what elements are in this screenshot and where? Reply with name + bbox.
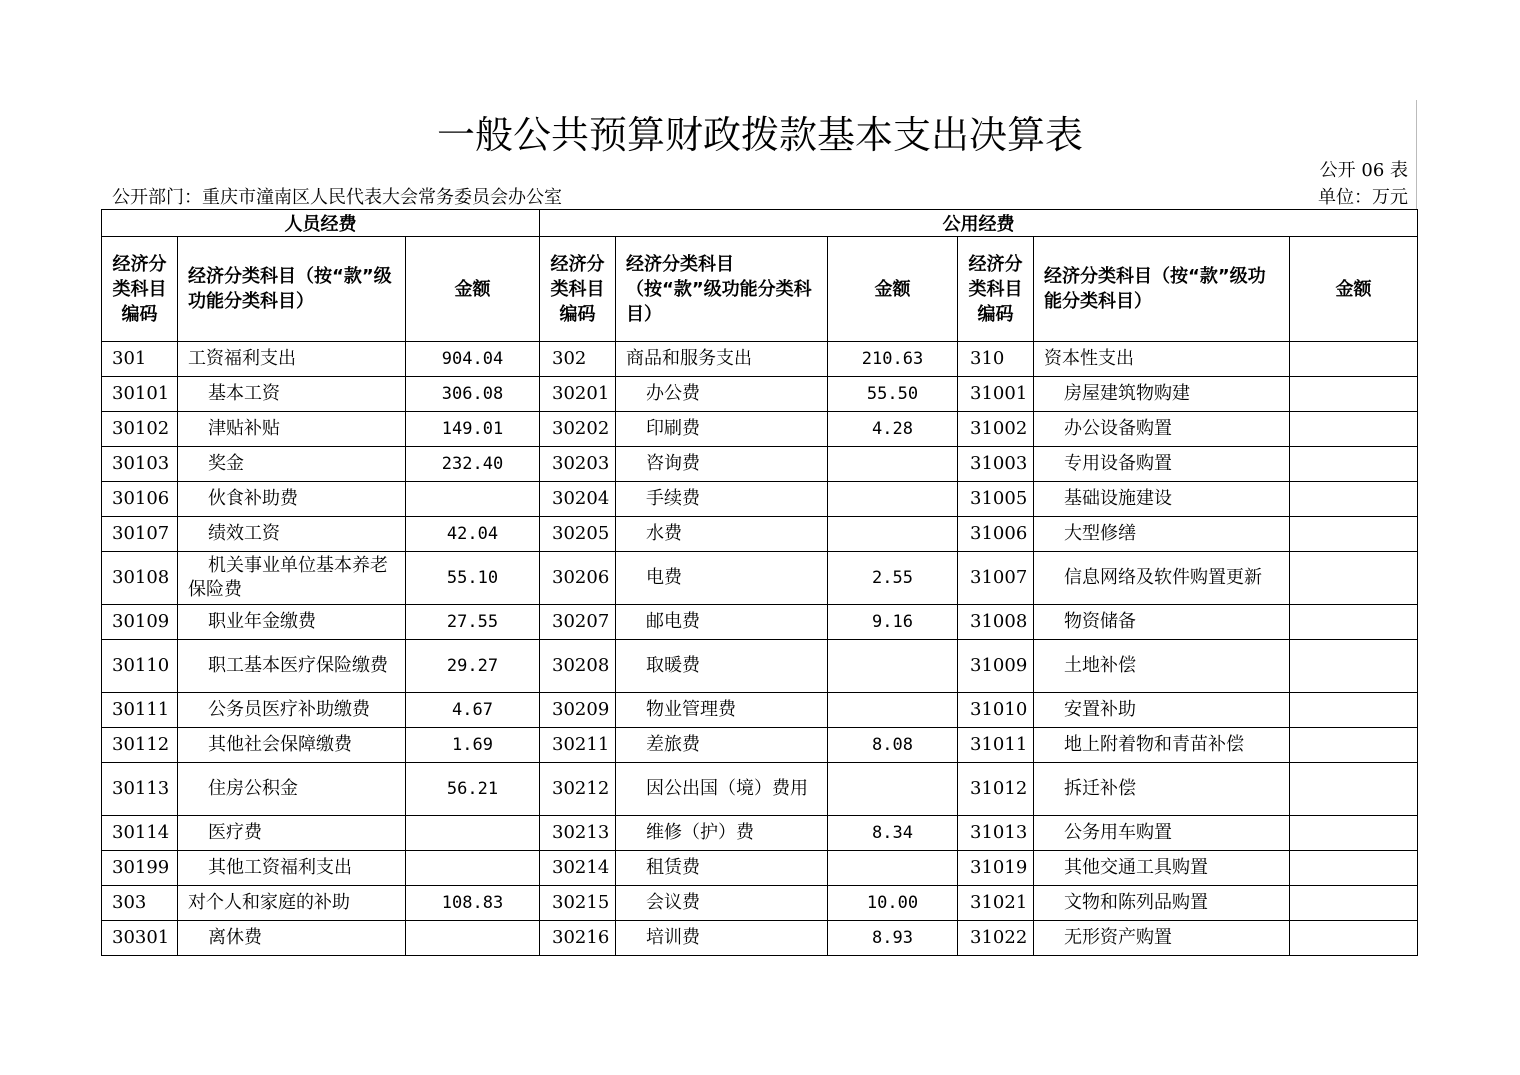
economic-code-cell: 30216 (540, 921, 616, 956)
economic-code-cell: 31001 (958, 377, 1034, 412)
economic-code-cell: 31021 (958, 886, 1034, 921)
item-name-cell: 办公费 (616, 377, 828, 412)
item-name-cell: 因公出国（境）费用 (616, 763, 828, 816)
item-name-cell: 印刷费 (616, 412, 828, 447)
item-name-cell: 离休费 (178, 921, 406, 956)
economic-code-cell: 30213 (540, 816, 616, 851)
item-name-cell: 房屋建筑物购建 (1034, 377, 1290, 412)
amount-cell: 149.01 (406, 412, 540, 447)
amount-cell (1290, 447, 1418, 482)
amount-cell (406, 851, 540, 886)
table-row (102, 921, 1418, 956)
item-name-cell: 绩效工资 (178, 517, 406, 552)
economic-code-cell: 30199 (102, 851, 178, 886)
table-row (102, 517, 1418, 552)
economic-code-cell: 30209 (540, 693, 616, 728)
economic-code-cell: 30112 (102, 728, 178, 763)
amount-cell (1290, 886, 1418, 921)
item-name-cell: 差旅费 (616, 728, 828, 763)
item-name-cell: 职业年金缴费 (178, 605, 406, 640)
economic-code-cell: 301 (102, 342, 178, 377)
group-public-header: 公用经费 (540, 210, 1418, 237)
name-header: 经济分类科目（按“款”级功能分类科目） (616, 237, 828, 342)
name-header: 经济分类科目（按“款”级功能分类科目） (178, 237, 406, 342)
amount-cell (828, 763, 958, 816)
amount-cell: 8.93 (828, 921, 958, 956)
economic-code-cell: 30113 (102, 763, 178, 816)
amount-cell (1290, 605, 1418, 640)
table-body (102, 342, 1418, 956)
economic-code-cell: 30301 (102, 921, 178, 956)
amount-cell: 10.00 (828, 886, 958, 921)
economic-code-cell: 30205 (540, 517, 616, 552)
amount-cell (1290, 728, 1418, 763)
item-name-cell: 地上附着物和青苗补偿 (1034, 728, 1290, 763)
item-name-cell: 津贴补贴 (178, 412, 406, 447)
amount-cell: 210.63 (828, 342, 958, 377)
table-row (102, 605, 1418, 640)
economic-code-cell: 30102 (102, 412, 178, 447)
item-name-cell: 专用设备购置 (1034, 447, 1290, 482)
item-name-cell: 公务员医疗补助缴费 (178, 693, 406, 728)
table-row (102, 342, 1418, 377)
item-name-cell: 培训费 (616, 921, 828, 956)
item-name-cell: 其他工资福利支出 (178, 851, 406, 886)
economic-code-cell: 31022 (958, 921, 1034, 956)
amount-cell: 8.34 (828, 816, 958, 851)
economic-code-cell: 30110 (102, 640, 178, 693)
amount-cell: 2.55 (828, 552, 958, 605)
table-row (102, 377, 1418, 412)
economic-code-cell: 30204 (540, 482, 616, 517)
item-name-cell: 其他社会保障缴费 (178, 728, 406, 763)
economic-code-cell: 31019 (958, 851, 1034, 886)
page-title: 一般公共预算财政拨款基本支出决算表 (436, 113, 1083, 157)
amount-header: 金额 (1290, 237, 1418, 342)
item-name-cell: 无形资产购置 (1034, 921, 1290, 956)
item-name-cell: 基础设施建设 (1034, 482, 1290, 517)
amount-cell: 9.16 (828, 605, 958, 640)
amount-cell (406, 816, 540, 851)
economic-code-cell: 31010 (958, 693, 1034, 728)
economic-code-cell: 30214 (540, 851, 616, 886)
item-name-cell: 对个人和家庭的补助 (178, 886, 406, 921)
table-row (102, 552, 1418, 605)
economic-code-cell: 31009 (958, 640, 1034, 693)
amount-cell: 8.08 (828, 728, 958, 763)
amount-cell (1290, 816, 1418, 851)
item-name-cell: 电费 (616, 552, 828, 605)
amount-cell (1290, 693, 1418, 728)
amount-cell (1290, 763, 1418, 816)
economic-code-cell: 30201 (540, 377, 616, 412)
item-name-cell: 职工基本医疗保险缴费 (178, 640, 406, 693)
amount-cell (828, 640, 958, 693)
amount-cell (828, 517, 958, 552)
item-name-cell: 会议费 (616, 886, 828, 921)
amount-cell: 4.67 (406, 693, 540, 728)
item-name-cell: 土地补偿 (1034, 640, 1290, 693)
economic-code-cell: 310 (958, 342, 1034, 377)
item-name-cell: 奖金 (178, 447, 406, 482)
item-name-cell: 取暖费 (616, 640, 828, 693)
item-name-cell: 大型修缮 (1034, 517, 1290, 552)
item-name-cell: 拆迁补偿 (1034, 763, 1290, 816)
item-name-cell: 邮电费 (616, 605, 828, 640)
economic-code-cell: 302 (540, 342, 616, 377)
amount-cell: 306.08 (406, 377, 540, 412)
item-name-cell: 商品和服务支出 (616, 342, 828, 377)
economic-code-cell: 31007 (958, 552, 1034, 605)
economic-code-cell: 30111 (102, 693, 178, 728)
amount-cell (828, 447, 958, 482)
economic-code-cell: 31011 (958, 728, 1034, 763)
amount-cell: 1.69 (406, 728, 540, 763)
table-row (102, 728, 1418, 763)
table-row (102, 412, 1418, 447)
amount-cell: 232.40 (406, 447, 540, 482)
code-header: 经济分类科目编码 (102, 237, 178, 342)
economic-code-cell: 30212 (540, 763, 616, 816)
item-name-cell: 办公设备购置 (1034, 412, 1290, 447)
economic-code-cell: 31008 (958, 605, 1034, 640)
item-name-cell: 水费 (616, 517, 828, 552)
economic-code-cell: 30103 (102, 447, 178, 482)
name-header: 经济分类科目（按“款”级功能分类科目） (1034, 237, 1290, 342)
amount-cell: 55.10 (406, 552, 540, 605)
item-name-cell: 咨询费 (616, 447, 828, 482)
item-name-cell: 维修（护）费 (616, 816, 828, 851)
table-row (102, 816, 1418, 851)
item-name-cell: 手续费 (616, 482, 828, 517)
amount-cell (1290, 640, 1418, 693)
table-row (102, 886, 1418, 921)
item-name-cell: 资本性支出 (1034, 342, 1290, 377)
economic-code-cell: 30211 (540, 728, 616, 763)
economic-code-cell: 30108 (102, 552, 178, 605)
table-row (102, 763, 1418, 816)
amount-cell (1290, 921, 1418, 956)
table-row (102, 693, 1418, 728)
amount-cell: 55.50 (828, 377, 958, 412)
economic-code-cell: 303 (102, 886, 178, 921)
economic-code-cell: 30107 (102, 517, 178, 552)
item-name-cell: 租赁费 (616, 851, 828, 886)
amount-cell (828, 482, 958, 517)
amount-cell: 108.83 (406, 886, 540, 921)
amount-cell: 4.28 (828, 412, 958, 447)
amount-cell: 27.55 (406, 605, 540, 640)
amount-cell (828, 851, 958, 886)
amount-cell (1290, 482, 1418, 517)
amount-cell (406, 482, 540, 517)
economic-code-cell: 30206 (540, 552, 616, 605)
table-row (102, 447, 1418, 482)
item-name-cell: 文物和陈列品购置 (1034, 886, 1290, 921)
item-name-cell: 伙食补助费 (178, 482, 406, 517)
economic-code-cell: 30101 (102, 377, 178, 412)
amount-cell (1290, 517, 1418, 552)
form-number: 公开 06 表 (1319, 160, 1408, 181)
economic-code-cell: 31006 (958, 517, 1034, 552)
economic-code-cell: 30207 (540, 605, 616, 640)
item-name-cell: 物资储备 (1034, 605, 1290, 640)
amount-cell: 42.04 (406, 517, 540, 552)
amount-header: 金额 (828, 237, 958, 342)
amount-cell (1290, 851, 1418, 886)
economic-code-cell: 30203 (540, 447, 616, 482)
amount-cell (406, 921, 540, 956)
economic-code-cell: 30208 (540, 640, 616, 693)
amount-cell: 29.27 (406, 640, 540, 693)
economic-code-cell: 30106 (102, 482, 178, 517)
amount-cell: 904.04 (406, 342, 540, 377)
item-name-cell: 安置补助 (1034, 693, 1290, 728)
item-name-cell: 物业管理费 (616, 693, 828, 728)
economic-code-cell: 31013 (958, 816, 1034, 851)
table-row (102, 851, 1418, 886)
table-row (102, 482, 1418, 517)
amount-header: 金额 (406, 237, 540, 342)
expenditure-table (101, 209, 1418, 956)
department-label: 公开部门：重庆市潼南区人民代表大会常务委员会办公室 (112, 187, 562, 208)
item-name-cell: 基本工资 (178, 377, 406, 412)
amount-cell (828, 693, 958, 728)
item-name-cell: 信息网络及软件购置更新 (1034, 552, 1290, 605)
economic-code-cell: 31005 (958, 482, 1034, 517)
amount-cell: 56.21 (406, 763, 540, 816)
economic-code-cell: 30215 (540, 886, 616, 921)
economic-code-cell: 31002 (958, 412, 1034, 447)
table-row (102, 640, 1418, 693)
item-name-cell: 公务用车购置 (1034, 816, 1290, 851)
item-name-cell: 机关事业单位基本养老保险费 (178, 552, 406, 605)
item-name-cell: 其他交通工具购置 (1034, 851, 1290, 886)
amount-cell (1290, 342, 1418, 377)
code-header: 经济分类科目编码 (540, 237, 616, 342)
code-header: 经济分类科目编码 (958, 237, 1034, 342)
amount-cell (1290, 552, 1418, 605)
item-name-cell: 医疗费 (178, 816, 406, 851)
item-name-cell: 工资福利支出 (178, 342, 406, 377)
group-personnel-header: 人员经费 (102, 210, 540, 237)
unit-label: 单位：万元 (1318, 187, 1408, 208)
item-name-cell: 住房公积金 (178, 763, 406, 816)
economic-code-cell: 31003 (958, 447, 1034, 482)
amount-cell (1290, 412, 1418, 447)
amount-cell (1290, 377, 1418, 412)
economic-code-cell: 30114 (102, 816, 178, 851)
economic-code-cell: 30109 (102, 605, 178, 640)
economic-code-cell: 31012 (958, 763, 1034, 816)
economic-code-cell: 30202 (540, 412, 616, 447)
